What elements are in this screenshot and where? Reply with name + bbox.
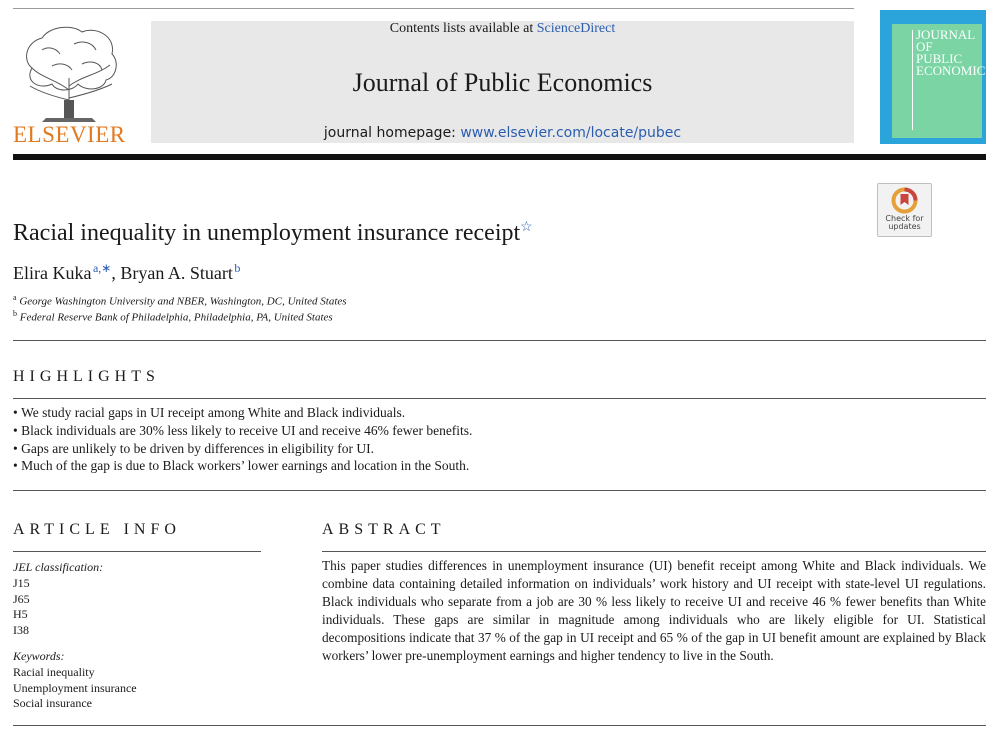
divider [13, 398, 986, 399]
article-title [13, 219, 533, 247]
jel-code: J15 [13, 575, 30, 590]
check-for-updates-icon [891, 187, 918, 214]
bottom-divider [13, 725, 986, 726]
masthead-thick-rule [13, 154, 986, 160]
article-info-rule [13, 551, 261, 552]
jel-code: J65 [13, 591, 30, 606]
author-name[interactable]: Elira Kuka [13, 263, 92, 283]
affiliation [13, 309, 333, 324]
homepage-prefix: journal homepage: [323, 125, 461, 141]
affiliation-text: George Washington University and NBER, Washington, DC, United States [19, 295, 347, 308]
article-title-text: Racial inequality in unemployment insurance receipt [13, 220, 521, 246]
author-affiliation-mark[interactable]: a,∗ [92, 261, 112, 275]
highlight-item: • We study racial gaps in UI receipt among White and Black individuals. [13, 404, 472, 422]
highlights-list [13, 404, 472, 475]
highlights-heading: HIGHLIGHTS [13, 368, 160, 385]
journal-banner [151, 21, 854, 143]
divider [13, 490, 986, 491]
abstract-text: This paper studies differences in unemployment insurance (UI) benefit receipt among White and Black individuals. We combine data containing detailed information on individuals’ work history and UI receipt with state-level UI regulations. Black individuals who separate from a job are 30 % less likely to receive UI and receive 46 % fewer benefits than White individuals. These gaps are similar in magnitude among individuals who are likely eligible for UI. Statistical decompositions indicate that 37 % of the gap in UI receipt and 65 % of the gap in UI benefit amount are explained by Black workers’ lower pre-unemployment earnings and higher tendency to live in the South. [322, 558, 986, 663]
keyword: Racial inequality [13, 664, 95, 679]
check-for-updates-badge[interactable] [877, 183, 932, 237]
highlight-item: • Black individuals are 30% less likely to receive UI and receive 46% fewer benefits. [13, 422, 472, 440]
journal-title: Journal of Public Economics [352, 68, 653, 97]
author-affiliation-mark[interactable]: b [234, 261, 241, 275]
journal-cover[interactable] [880, 10, 993, 144]
elsevier-wordmark[interactable]: ELSEVIER [13, 122, 126, 147]
check-for-updates-label: Check for updates [885, 214, 924, 231]
jel-label: JEL classification: [13, 560, 104, 574]
contents-prefix: Contents lists available at [389, 21, 537, 36]
affiliation-text: Federal Reserve Bank of Philadelphia, Philadelphia, PA, United States [19, 311, 333, 324]
cover-title: JOURNAL OF PUBLIC ECONOMICS [916, 27, 993, 78]
cover-rule [892, 30, 913, 130]
article-info-body [13, 560, 293, 712]
jel-code: I38 [13, 623, 29, 638]
keyword: Unemployment insurance [13, 680, 137, 695]
affiliation-mark: b [13, 309, 17, 318]
highlight-item: • Much of the gap is due to Black workers’ lower earnings and location in the South. [13, 457, 472, 475]
abstract-rule [322, 551, 986, 552]
divider [13, 340, 986, 341]
homepage-link[interactable]: www.elsevier.com/locate/pubec [460, 125, 682, 141]
author-name[interactable]: Bryan A. Stuart [120, 263, 233, 283]
sciencedirect-link[interactable]: ScienceDirect [536, 21, 616, 36]
jel-code: H5 [13, 607, 28, 622]
top-rule [13, 8, 854, 9]
title-footnote-mark[interactable]: ☆ [520, 220, 533, 235]
contents-line [151, 21, 854, 37]
affiliation-mark: a [13, 293, 17, 302]
author-list: Elira Kuka $^{a,∗}$, Bryan A. Stuart $^b$ [13, 261, 241, 283]
article-info-heading: ARTICLE INFO [13, 521, 181, 538]
highlight-item: • Gaps are unlikely to be driven by differences in eligibility for UI. [13, 440, 472, 458]
keyword: Social insurance [13, 696, 92, 711]
homepage-line [151, 125, 854, 141]
affiliation [13, 293, 347, 308]
abstract-heading: ABSTRACT [322, 521, 446, 538]
keywords-label: Keywords: [13, 648, 65, 663]
